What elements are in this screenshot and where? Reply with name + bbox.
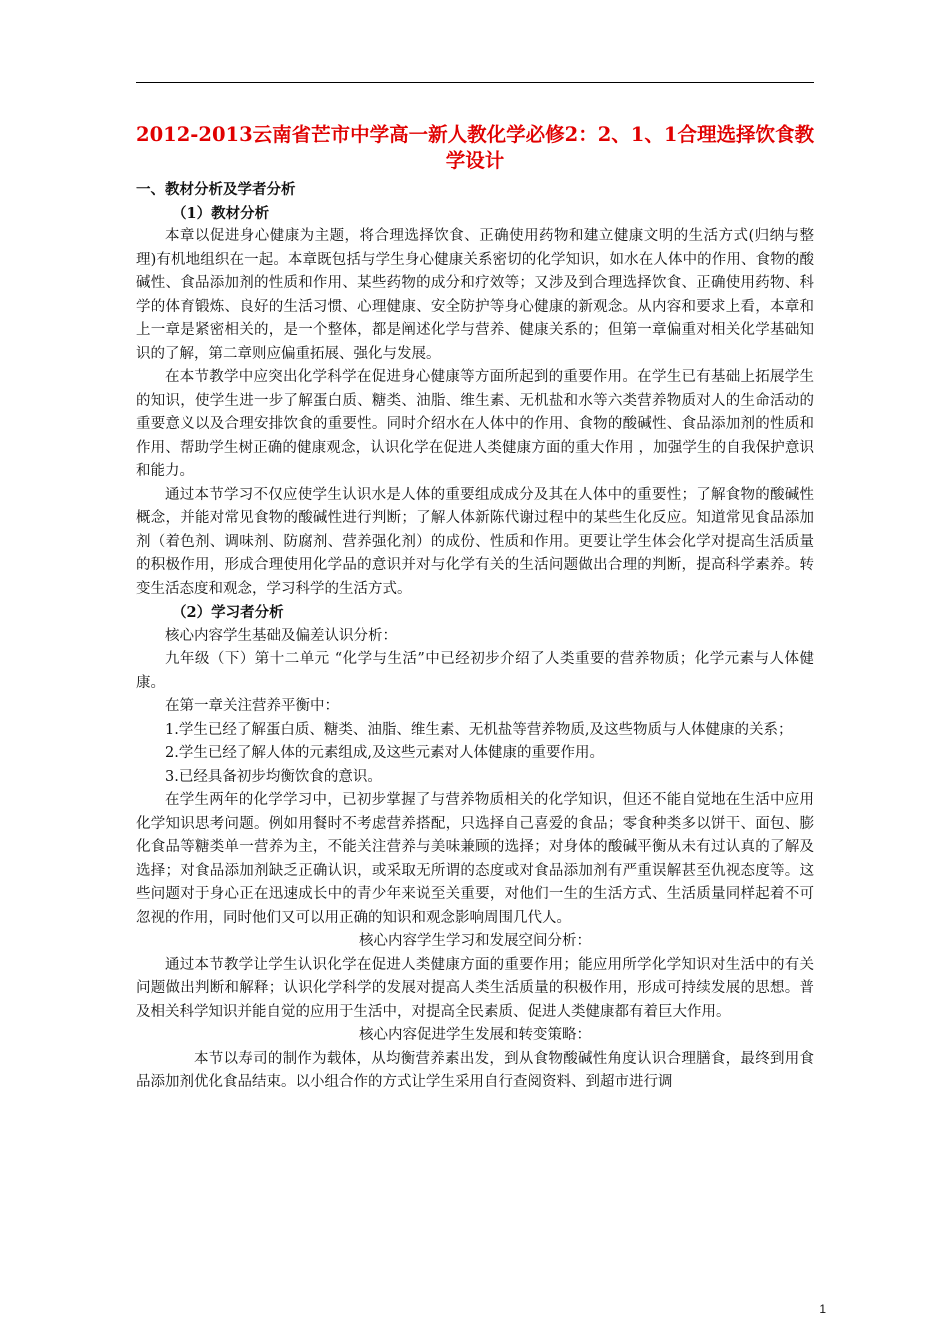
section-heading: 一、教材分析及学者分析 [136,181,296,198]
paragraph: 在学生两年的化学学习中，已初步掌握了与营养物质相关的化学知识，但还不能自觉地在生活中应用化学知识思考问题。例如用餐时不考虑营养搭配，只选择自己喜爱的食品；零食种类多以饼干、面包、膨化食品等糖类单一营养为主，不能关注营养与美味兼顾的选择；对身体的酸碱平衡从未有过认真的了解及选择；对食品添加剂缺乏正确认识，或采取无所谓的态度或对食品添加剂有严重误解甚至仇视态度等。这些问题对于身心正在迅速成长中的青少年来说至关重要，对他们一生的生活方式、生活质量同样起着不可忽视的作用，同时他们又可以用正确的知识和观念影响周围几代人。 [136,792,814,926]
paragraph: 本节以寿司的制作为载体，从均衡营养素出发，到从食物酸碱性角度认识合理膳食，最终到用食品添加剂优化食品结束。以小组合作的方式让学生采用自行查阅资料、到超市进行调 [136,1050,814,1090]
paragraph: 核心内容学生基础及偏差认识分析： [165,627,397,644]
centered-subheading: 核心内容学生学习和发展空间分析： [359,933,591,949]
paragraph: 在本节教学中应突出化学科学在促进身心健康等方面所起到的重要作用。在学生已有基础上拓展学生的知识，使学生进一步了解蛋白质、糖类、油脂、维生素、无机盐和水等六类营养物质对人的生命活动的重要意义以及合理安排饮食的重要性。同时介绍水在人体中的作用、食物的酸碱性、食品添加剂的性质和作用、帮助学生树正确的健康观念，认识化学在促进人类健康方面的重大作用 ，加强学生的自我保护意识和能力。 [136,369,814,479]
page-number: 1 [819,1302,826,1316]
list-item: 3.已经具备初步均衡饮食的意识。 [165,768,382,785]
list-item: 1.学生已经了解蛋白质、糖类、油脂、维生素、无机盐等营养物质,及这些物质与人体健康的关系； [165,721,793,738]
paragraph: 通过本节教学让学生认识化学在促进人类健康方面的重要作用；能应用所学化学知识对生活中的有关问题做出判断和解释；认识化学科学的发展对提高人类生活质量的积极作用，形成可持续发展的思想。普及相关科学知识并能自觉的应用于生活中，对提高全民素质、促进人类健康都有着巨大作用。 [136,956,814,1020]
paragraph: 九年级（下）第十二单元 “化学与生活”中已经初步介绍了人类重要的营养物质；化学元素与人体健康。 [136,651,814,691]
list-item: 2.学生已经了解人体的元素组成,及这些元素对人体健康的重要作用。 [165,745,604,761]
subsection-heading-learner-analysis: （2）学习者分析 [172,604,284,621]
centered-subheading: 核心内容促进学生发展和转变策略： [359,1027,591,1043]
paragraph: 在第一章关注营养平衡中： [165,698,339,714]
paragraph: 通过本节学习不仅应使学生认识水是人体的重要组成成分及其在人体中的重要性；了解食物的酸碱性概念，并能对常见食物的酸碱性进行判断；了解人体新陈代谢过程中的某些生化反应。知道常见食品添加剂（着色剂、调味剂、防腐剂、营养强化剂）的成份、性质和作用。更要让学生体会化学对提高生活质量的积极作用，形成合理使用化学品的意识并对与化学有关的生活问题做出合理的判断，提高科学素养。转变生活态度和观念，学习科学的生活方式。 [136,486,814,597]
document-title: 2012-2013云南省芒市中学高一新人教化学必修2：2、1、1合理选择饮食教学设计 [136,123,814,172]
subsection-heading-textbook-analysis: （1）教材分析 [172,204,270,222]
paragraph: 本章以促进身心健康为主题，将合理选择饮食、正确使用药物和建立健康文明的生活方式(归纳与整理)有机地组织在一起。本章既包括与学生身心健康关系密切的化学知识，如水在人体中的作用、食物的酸碱性、食品添加剂的性质和作用、某些药物的成分和疗效等；又涉及到合理选择饮食、正确使用药物、科学的体育锻炼、良好的生活习惯、心理健康、安全防护等身心健康的新观念。从内容和要求上看，本章和上一章是紧密相关的，是一个整体，都是阐述化学与营养、健康关系的；但第一章偏重对相关化学基础知识的了解，第二章则应偏重拓展、强化与发展。 [136,228,814,362]
header-rule [136,82,814,83]
document-body [136,178,814,1095]
